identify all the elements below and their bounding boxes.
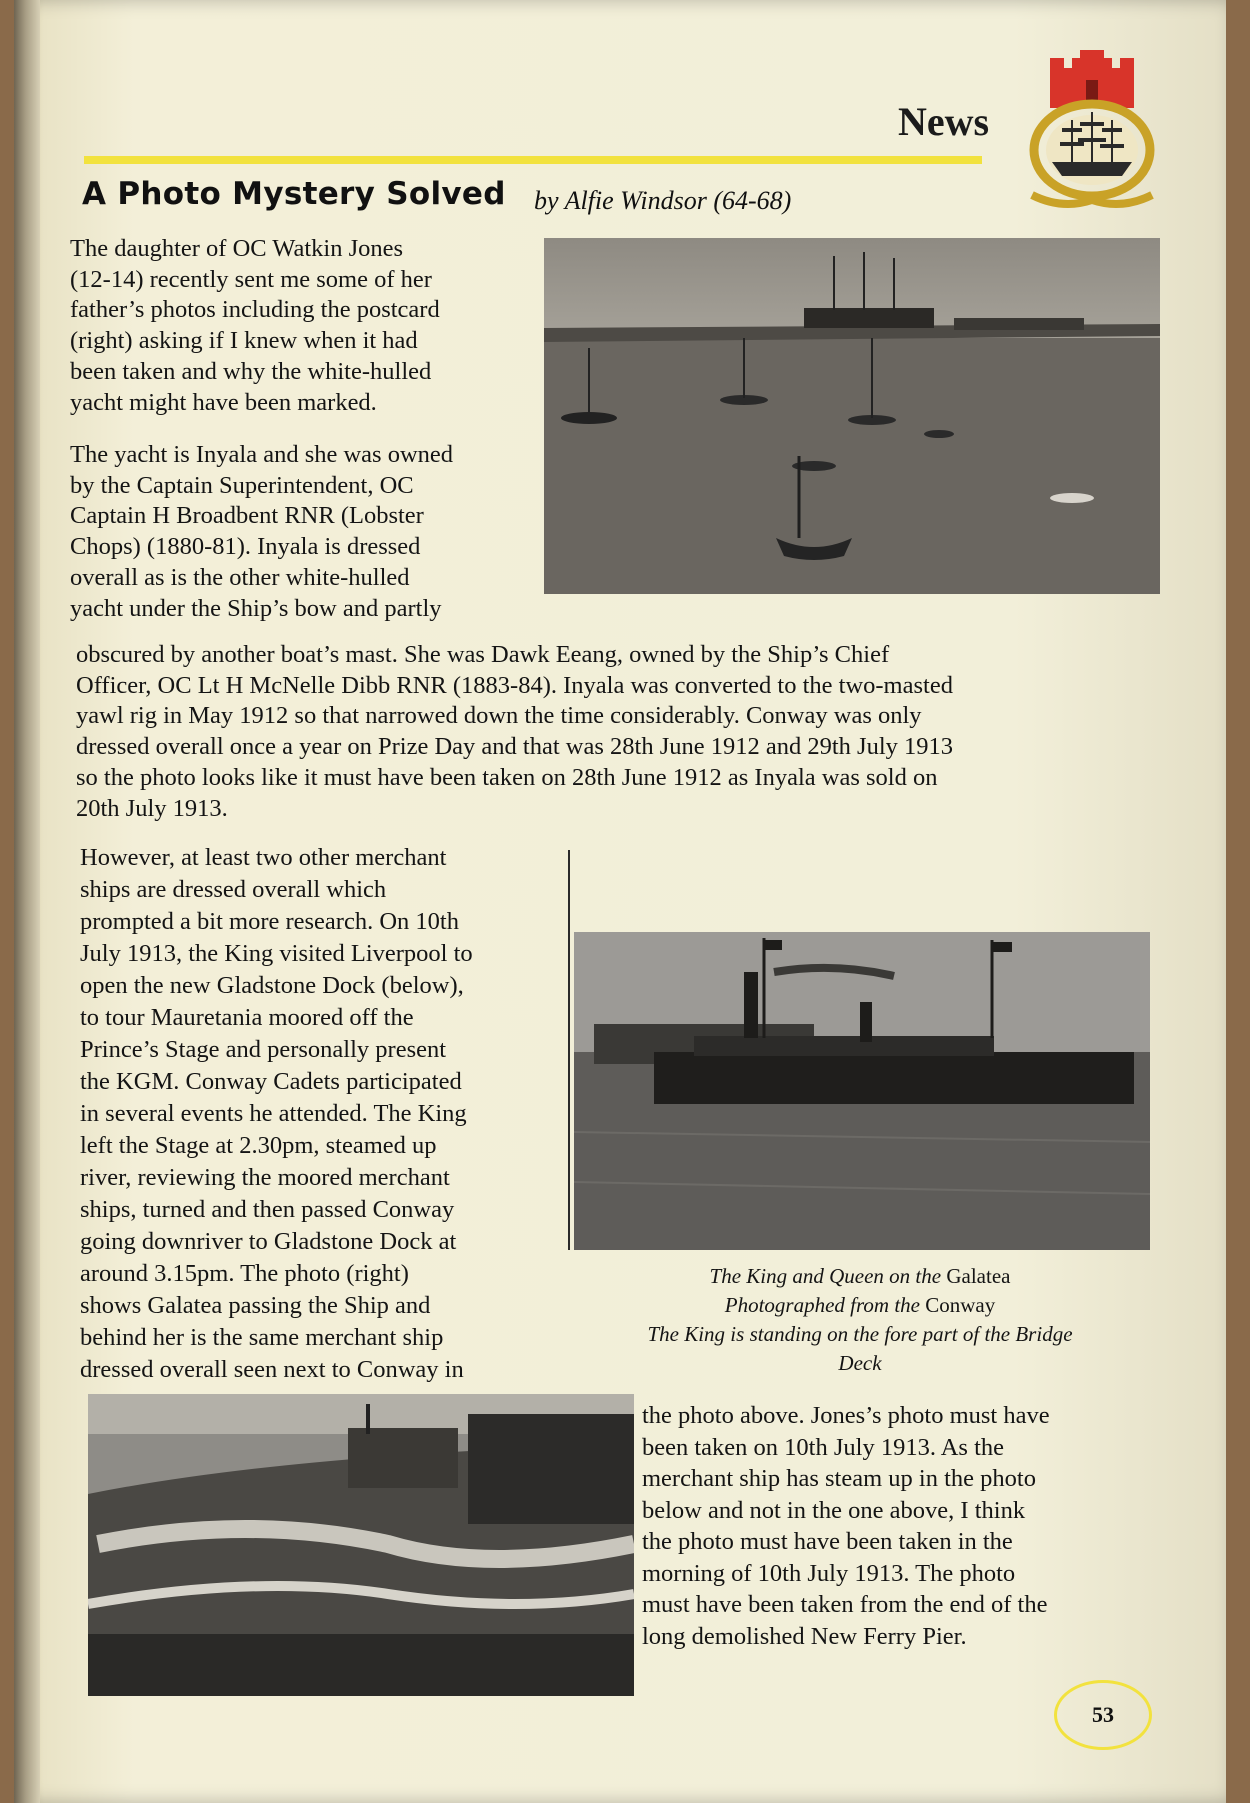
caption-line-3: The King is standing on the fore part of the Bridge bbox=[647, 1322, 1073, 1346]
p2-line: by the Captain Superintendent, OC bbox=[70, 471, 414, 499]
magazine-page bbox=[14, 0, 1226, 1803]
caption-line-2-text: Photographed from the bbox=[724, 1293, 926, 1317]
p4-line: open the new Gladstone Dock (below), bbox=[80, 972, 464, 999]
p4-line: the KGM. Conway Cadets participated bbox=[80, 1068, 462, 1095]
p1-line: (12-14) recently sent me some of her bbox=[70, 265, 432, 293]
p5-line: been taken on 10th July 1913. As the bbox=[642, 1433, 1005, 1461]
page-number: 53 bbox=[1054, 1680, 1152, 1750]
caption-line-1-text: The King and Queen on the bbox=[709, 1264, 947, 1288]
conway-crest-logo bbox=[1022, 50, 1162, 215]
paragraph-4 bbox=[642, 1400, 1162, 1652]
p4-line: left the Stage at 2.30pm, steamed up bbox=[80, 1132, 437, 1159]
p5-line: the photo above. Jones’s photo must have bbox=[642, 1402, 1050, 1429]
p4-line: However, at least two other merchant bbox=[80, 844, 447, 871]
p4-line: Prince’s Stage and personally present bbox=[80, 1036, 447, 1063]
paragraph-2-continued bbox=[76, 640, 1176, 824]
p5-line: merchant ship has steam up in the photo bbox=[642, 1465, 1036, 1492]
p5-line: must have been taken from the end of the bbox=[642, 1591, 1048, 1618]
p5-line: the photo must have been taken in the bbox=[642, 1528, 1013, 1555]
caption-line-1 bbox=[590, 1262, 1130, 1291]
caption-line-4: Deck bbox=[838, 1351, 882, 1375]
paragraph-2 bbox=[70, 440, 540, 624]
gladstone-dock-photo bbox=[88, 1394, 634, 1696]
article-title: A Photo Mystery Solved bbox=[82, 176, 506, 212]
p3-line: dressed overall once a year on Prize Day and that was 28th June 1912 and 29th July 1913 bbox=[76, 733, 954, 761]
p4-line: around 3.15pm. The photo (right) bbox=[80, 1260, 409, 1287]
p1-line: been taken and why the white-hulled bbox=[70, 357, 432, 385]
p1-line: (right) asking if I knew when it had bbox=[70, 327, 418, 355]
caption-line-2 bbox=[590, 1291, 1130, 1320]
p2-line: Chops) (1880-81). Inyala is dressed bbox=[70, 533, 421, 561]
header-rule bbox=[84, 156, 982, 164]
photo-caption bbox=[590, 1262, 1130, 1378]
p2-line: The yacht is Inyala and she was owned bbox=[70, 441, 454, 468]
p4-line: to tour Mauretania moored off the bbox=[80, 1004, 414, 1031]
caption-ship-conway: Conway bbox=[925, 1293, 996, 1317]
p4-line: in several events he attended. The King bbox=[80, 1100, 467, 1127]
p2-line: Captain H Broadbent RNR (Lobster bbox=[70, 502, 424, 530]
caption-ship-galatea: Galatea bbox=[946, 1264, 1011, 1288]
p4-line: river, reviewing the moored merchant bbox=[80, 1164, 450, 1191]
p4-line: ships, turned and then passed Conway bbox=[80, 1196, 455, 1223]
p5-line: long demolished New Ferry Pier. bbox=[642, 1622, 967, 1650]
paragraph-3 bbox=[80, 842, 560, 1386]
p1-line: The daughter of OC Watkin Jones bbox=[70, 235, 404, 262]
p4-line: going downriver to Gladstone Dock at bbox=[80, 1228, 457, 1255]
page-spine-shadow bbox=[14, 0, 40, 1803]
p2-line: overall as is the other white-hulled bbox=[70, 563, 410, 591]
galatea-steamship-photo bbox=[574, 932, 1150, 1250]
p4-line: prompted a bit more research. On 10th bbox=[80, 908, 459, 935]
p4-line: July 1913, the King visited Liverpool to bbox=[80, 940, 473, 967]
p1-line: yacht might have been marked. bbox=[70, 388, 377, 416]
p4-line: ships are dressed overall which bbox=[80, 876, 387, 903]
p4-line: shows Galatea passing the Ship and bbox=[80, 1292, 431, 1319]
paragraph-1 bbox=[70, 234, 540, 418]
p5-line: below and not in the one above, I think bbox=[642, 1496, 1026, 1524]
p3-line: Officer, OC Lt H McNelle Dibb RNR (1883-84). Inyala was converted to the two-masted bbox=[76, 671, 953, 699]
p4-line: behind her is the same merchant ship bbox=[80, 1324, 444, 1351]
column-divider bbox=[568, 850, 570, 1250]
p5-line: morning of 10th July 1913. The photo bbox=[642, 1559, 1016, 1587]
section-label: News bbox=[898, 99, 990, 144]
article-byline: by Alfie Windsor (64-68) bbox=[534, 186, 792, 215]
harbour-yachts-photo bbox=[544, 238, 1160, 594]
p1-line: father’s photos including the postcard bbox=[70, 296, 440, 324]
p3-line: obscured by another boat’s mast. She was Dawk Eeang, owned by the Ship’s Chief bbox=[76, 641, 890, 668]
p3-line: yawl rig in May 1912 so that narrowed down the time considerably. Conway was only bbox=[76, 702, 922, 730]
p3-line: so the photo looks like it must have been taken on 28th June 1912 as Inyala was sold on bbox=[76, 763, 938, 791]
p3-line: 20th July 1913. bbox=[76, 794, 228, 822]
p2-line: yacht under the Ship’s bow and partly bbox=[70, 594, 442, 622]
p4-line: dressed overall seen next to Conway in bbox=[80, 1356, 464, 1383]
